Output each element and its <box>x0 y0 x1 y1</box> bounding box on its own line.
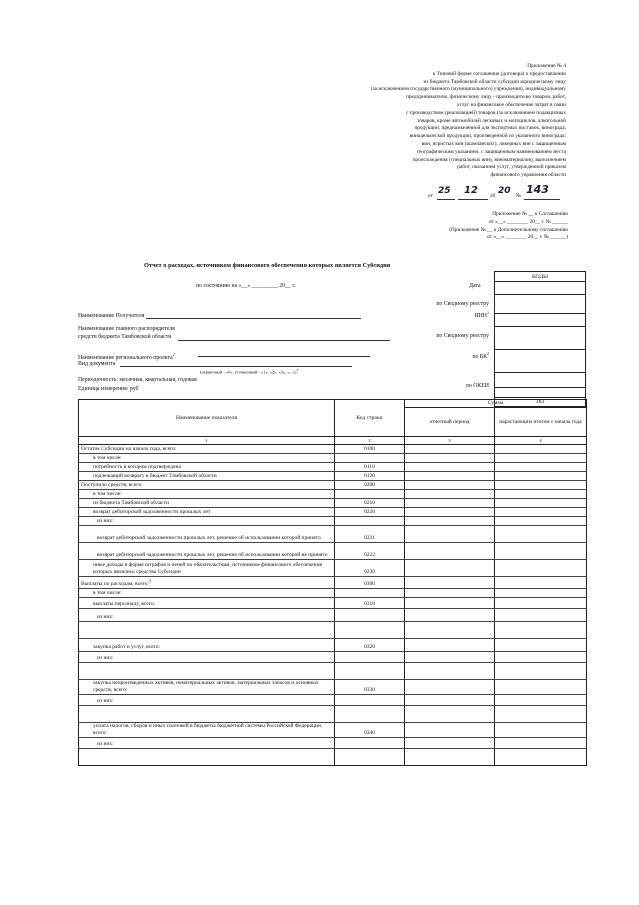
row-name: из них: <box>79 737 335 748</box>
code-doc-type <box>495 373 586 388</box>
row-cumulative-value[interactable] <box>495 722 587 737</box>
appendix-line: винодельческой продукции, произведенной из указанного винограда: <box>409 133 566 140</box>
row-period-value[interactable] <box>405 508 495 517</box>
code-registry2 <box>495 327 586 350</box>
row-code: 0330 <box>335 679 405 694</box>
table-row <box>79 472 587 481</box>
row-cumulative-value[interactable] <box>495 748 587 765</box>
appendix-line: с производством (реализацией) товаров (за исключением подакцизных <box>406 109 566 116</box>
table-row <box>79 638 587 651</box>
table-row <box>79 526 587 543</box>
row-code: 0222 <box>335 543 405 560</box>
row-name: закупка работ и услуг, всего: <box>79 638 335 651</box>
approval-line <box>428 183 568 202</box>
report-title: Отчет о расходах, источником финансового обеспечения которых является Субсидия <box>144 262 391 269</box>
row-name: подлежащий возврату в бюджет Тамбовской области <box>79 472 335 481</box>
table-row <box>79 705 587 722</box>
col-num: 1 <box>79 437 335 445</box>
row-period-value[interactable] <box>405 517 495 526</box>
approval-year: 20 <box>498 186 511 196</box>
row-name: из них: <box>79 608 335 621</box>
ref-line: Приложение № __ к Соглашению <box>492 211 568 217</box>
row-period-value[interactable] <box>405 526 495 543</box>
row-name: в том числе: <box>79 490 335 499</box>
row-cumulative-value[interactable] <box>495 737 587 748</box>
row-name: из них: <box>79 651 335 662</box>
row-period-value[interactable] <box>405 454 495 463</box>
row-period-value[interactable] <box>405 722 495 737</box>
codes-header: КОДЫ <box>495 272 586 282</box>
appendix-line: из бюджета Тамбовской области субсидии юридическому лицу <box>423 78 566 85</box>
row-period-value[interactable] <box>405 463 495 472</box>
appendix-line: предпринимателю, физическому лицу - производителю товаров, работ, <box>406 94 566 101</box>
row-period-value[interactable] <box>405 638 495 651</box>
row-code <box>335 694 405 705</box>
agreement-reference <box>338 211 568 242</box>
row-period-value[interactable] <box>405 651 495 662</box>
appendix-line: географическим указанием, с защищенным наименованием места <box>416 148 566 155</box>
row-name: возврат дебиторской задолженности прошлых лет <box>79 508 335 517</box>
table-row <box>79 454 587 463</box>
row-code: 0110 <box>335 463 405 472</box>
table-row <box>79 662 587 679</box>
row-code: 0120 <box>335 472 405 481</box>
row-name: в том числе: <box>79 454 335 463</box>
row-cumulative-value[interactable] <box>495 588 587 597</box>
label-bk: по $БК^2$ <box>472 351 489 360</box>
label-okei: по ОКЕИ <box>465 383 489 389</box>
row-code: 0220 <box>335 508 405 517</box>
table-row <box>79 722 587 737</box>
row-code <box>335 517 405 526</box>
col-num: 4 <box>495 437 587 445</box>
row-period-value[interactable] <box>405 577 495 589</box>
code-blank <box>495 388 586 398</box>
row-name <box>79 621 335 638</box>
ref-line: от «__» ________ 20__ г. № ______) <box>487 234 568 241</box>
row-period-value[interactable] <box>405 679 495 694</box>
row-code <box>335 490 405 499</box>
col-cumulative-header: нарастающим итогом с начала года <box>495 408 587 437</box>
label-inn: ИНН$^1$ <box>474 310 489 319</box>
row-cumulative-value[interactable] <box>495 621 587 638</box>
row-code: 0221 <box>335 526 405 543</box>
row-cumulative-value[interactable] <box>495 445 587 454</box>
expenses-table <box>78 399 587 766</box>
row-cumulative-value[interactable] <box>495 517 587 526</box>
row-cumulative-value[interactable] <box>495 638 587 651</box>
label-recipient: Наименование Получателя <box>78 313 145 319</box>
ref-line: (Приложение № __ к Дополнительному соглашению <box>449 226 568 233</box>
row-cumulative-value[interactable] <box>495 508 587 517</box>
row-period-value[interactable] <box>405 481 495 490</box>
row-name: Остаток Субсидии на начало года, всего: <box>79 445 335 454</box>
gra-field[interactable] <box>178 340 390 341</box>
row-code <box>335 662 405 679</box>
appendix-line: услуг на финансовое обеспечение затрат в связи <box>456 101 566 108</box>
table-row <box>79 490 587 499</box>
row-name: из бюджета Тамбовской области <box>79 499 335 508</box>
row-name: возврат дебиторской задолженности прошлых лет, решение об использовании которой не принято <box>79 543 335 560</box>
label-registry2: по Сводному реестру <box>436 333 489 339</box>
table-row <box>79 508 587 517</box>
row-code: 0210 <box>335 499 405 508</box>
col-period-header: отчетный период <box>405 408 495 437</box>
row-name: выплаты персоналу, всего: <box>79 597 335 608</box>
col-name-header: Наименование показателя <box>79 400 335 437</box>
appendix-line: (за исключением государственного (муниципального) учреждения), индивидуальному <box>370 86 566 93</box>
ref-line: от «__» ________ 20__ г. № ______ <box>488 218 568 225</box>
row-cumulative-value[interactable] <box>495 662 587 679</box>
col-num: 2 <box>335 437 405 445</box>
table-row <box>79 588 587 597</box>
code-bk <box>495 350 586 373</box>
row-period-value[interactable] <box>405 694 495 705</box>
row-code <box>335 748 405 765</box>
row-cumulative-value[interactable] <box>495 499 587 508</box>
row-name: возврат дебиторской задолженности прошлых лет, решение об использовании которой принято <box>79 526 335 543</box>
table-row <box>79 445 587 454</box>
row-period-value[interactable] <box>405 472 495 481</box>
row-period-value[interactable] <box>405 737 495 748</box>
row-name: Поступило средств, всего: <box>79 481 335 490</box>
row-name: закупка непроизведенных активов, нематериальных активов, материальных запасов и основных средств, всего: <box>79 679 335 694</box>
approval-prefix: от <box>428 193 433 199</box>
row-cumulative-value[interactable] <box>495 543 587 560</box>
appendix-line: к Типовой форме соглашения (договора) о предоставлении <box>432 70 566 77</box>
appendix-line: товаров, кроме автомобилей легковых и мотоциклов, алкогольной <box>417 117 566 124</box>
row-code <box>335 737 405 748</box>
row-code: 0300 <box>335 577 405 589</box>
appendix-line: происхождения (специальных вин), виноматериалов), выполнением <box>412 156 566 163</box>
project-field[interactable] <box>198 356 370 357</box>
row-period-value[interactable] <box>405 499 495 508</box>
label-gra: Наименование главного распорядителя средств бюджета Тамбовской области <box>78 326 175 340</box>
code-inn <box>495 314 586 327</box>
row-code <box>335 621 405 638</box>
row-period-value[interactable] <box>405 588 495 597</box>
row-name: Выплаты по расходам, всего:$^3$ <box>79 577 335 589</box>
table-row <box>79 481 587 490</box>
row-cumulative-value[interactable] <box>495 472 587 481</box>
table-row <box>79 651 587 662</box>
appendix-block <box>236 63 566 180</box>
row-name: из них: <box>79 694 335 705</box>
row-code <box>335 454 405 463</box>
row-code <box>335 651 405 662</box>
row-code: 0200 <box>335 481 405 490</box>
table-row <box>79 597 587 608</box>
table-row <box>79 737 587 748</box>
row-cumulative-value[interactable] <box>495 694 587 705</box>
approval-year-prefix: 20 <box>490 193 496 199</box>
table-row <box>79 517 587 526</box>
doc-type-hint: (первичный - «0», уточненный - «1», «2», «3», «...»)$^3$ <box>200 368 299 375</box>
label-periodicity: Периодичность: месячная, квартальная, годовая <box>78 377 197 383</box>
row-cumulative-value[interactable] <box>495 454 587 463</box>
row-cumulative-value[interactable] <box>495 560 587 577</box>
appendix-line: работ, оказанием услуг, утвержденной приказом <box>457 164 566 171</box>
row-name: потребность в котором подтверждена <box>79 463 335 472</box>
row-cumulative-value[interactable] <box>495 490 587 499</box>
as-of-date: по состоянию на «__» _________ 20__ г. <box>196 283 296 289</box>
row-period-value[interactable] <box>405 705 495 722</box>
table-row <box>79 621 587 638</box>
table-row <box>79 499 587 508</box>
row-cumulative-value[interactable] <box>495 597 587 608</box>
table-row <box>79 679 587 694</box>
table-row <box>79 463 587 472</box>
row-cumulative-value[interactable] <box>495 481 587 490</box>
code-registry <box>495 295 586 314</box>
row-cumulative-value[interactable] <box>495 526 587 543</box>
row-period-value[interactable] <box>405 597 495 608</box>
row-code <box>335 705 405 722</box>
approval-month: 12 <box>464 185 478 196</box>
approval-number-label: № <box>516 193 522 199</box>
row-code: 0230 <box>335 560 405 577</box>
row-code: 0100 <box>335 445 405 454</box>
appendix-line: финансового управления области <box>490 172 566 179</box>
table-row <box>79 560 587 577</box>
label-unit: Единица измерения: руб <box>78 386 139 392</box>
row-period-value[interactable] <box>405 608 495 621</box>
row-period-value[interactable] <box>405 748 495 765</box>
table-row <box>79 608 587 621</box>
approval-day: 25 <box>438 186 451 196</box>
appendix-line: вин, игристых вин (шампанских), ликерных вин с защищенным <box>421 140 566 147</box>
row-code <box>335 608 405 621</box>
row-cumulative-value[interactable] <box>495 608 587 621</box>
table-row <box>79 748 587 765</box>
row-name: в том числе: <box>79 588 335 597</box>
doc-type-field[interactable] <box>120 366 352 367</box>
label-registry: по Сводному реестру <box>436 301 489 307</box>
appendix-line: Приложение № 4 <box>527 63 566 69</box>
appendix-line: продукции, предназначенной для экспортных поставок, винограда, <box>414 125 566 132</box>
row-name <box>79 705 335 722</box>
row-code: 0320 <box>335 638 405 651</box>
row-code: 0310 <box>335 597 405 608</box>
row-cumulative-value[interactable] <box>495 705 587 722</box>
row-cumulative-value[interactable] <box>495 463 587 472</box>
row-period-value[interactable] <box>405 490 495 499</box>
row-period-value[interactable] <box>405 662 495 679</box>
code-date <box>495 282 586 295</box>
row-name <box>79 662 335 679</box>
row-period-value[interactable] <box>405 621 495 638</box>
approval-number: 143 <box>526 183 549 196</box>
row-name: иные доходы в форме штрафов и пеней по обязательствам, источником финансового обеспечения которых являлись средства Субсидии <box>79 560 335 577</box>
row-cumulative-value[interactable] <box>495 679 587 694</box>
row-period-value[interactable] <box>405 560 495 577</box>
codes-table <box>494 271 586 407</box>
table-row <box>79 577 587 589</box>
row-cumulative-value[interactable] <box>495 577 587 589</box>
row-cumulative-value[interactable] <box>495 651 587 662</box>
code-okei: 383 <box>495 398 586 407</box>
table-row <box>79 694 587 705</box>
row-name: из них: <box>79 517 335 526</box>
row-name: уплата налогов, сборов и иных платежей в бюджеты бюджетной системы Российской Федерации, всего: <box>79 722 335 737</box>
label-date: Дата <box>469 283 481 289</box>
label-doc-type: Вид документа <box>78 361 116 367</box>
col-code-header: Код строки <box>335 400 405 437</box>
row-period-value[interactable] <box>405 445 495 454</box>
row-period-value[interactable] <box>405 543 495 560</box>
col-sum-header: Сумма <box>405 400 587 408</box>
table-row <box>79 543 587 560</box>
row-name <box>79 748 335 765</box>
col-num: 3 <box>405 437 495 445</box>
label-project: Наименование регионального проекта$^2$ <box>78 352 175 361</box>
recipient-field[interactable] <box>146 318 361 319</box>
row-code <box>335 588 405 597</box>
row-code: 0340 <box>335 722 405 737</box>
